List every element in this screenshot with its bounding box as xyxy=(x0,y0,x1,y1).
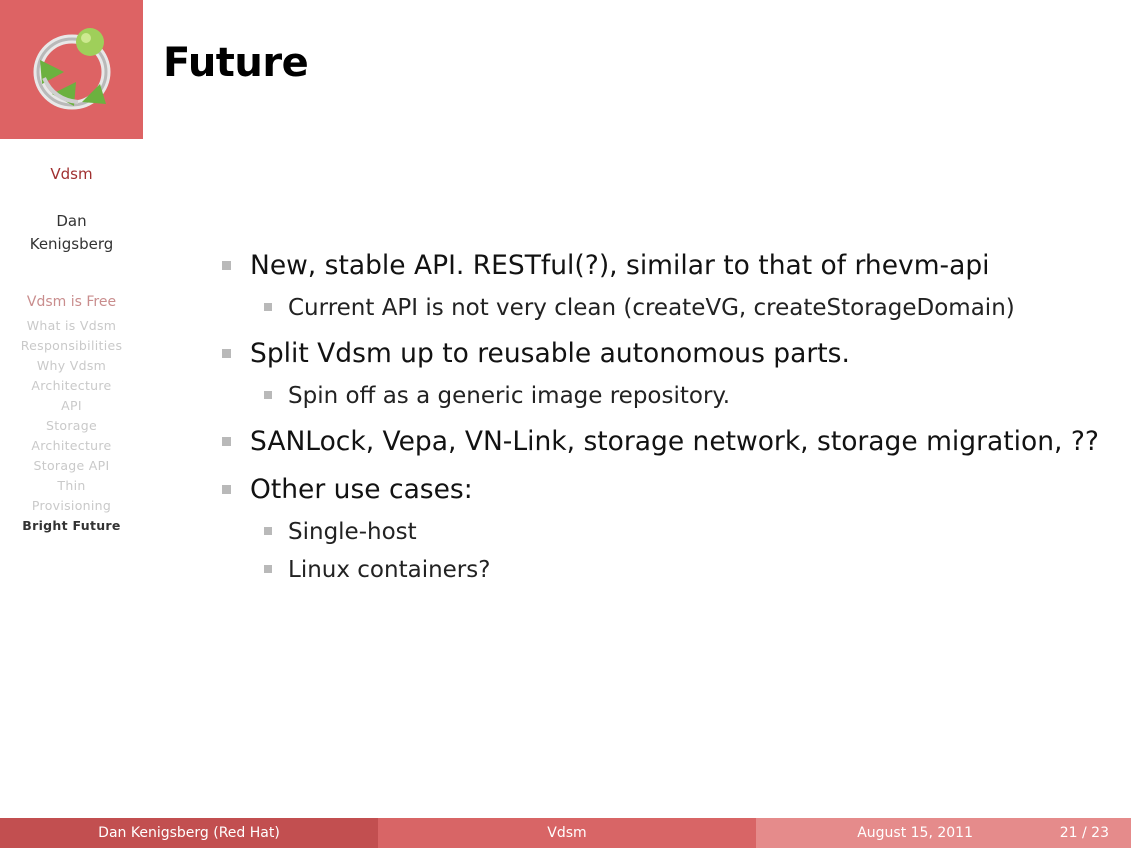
square-bullet-icon xyxy=(264,391,272,399)
bullet-list xyxy=(218,245,1111,595)
bullet-group xyxy=(218,421,1111,463)
sidebar-author-line: Kenigsberg xyxy=(29,235,114,253)
bullet-level2 xyxy=(218,377,1111,415)
bullet-level2 xyxy=(218,513,1111,551)
table-of-contents xyxy=(0,292,143,536)
toc-item-bright-future[interactable]: Bright Future xyxy=(22,518,121,533)
bullet-level2 xyxy=(218,289,1111,327)
bullet-group xyxy=(218,245,1111,327)
toc-item-thin[interactable]: Thin xyxy=(57,478,86,493)
bullet-level1-text: SANLock, Vepa, VN-Link, storage network, storage migration, ?? xyxy=(250,426,1099,457)
sub-bullet-list xyxy=(218,377,1111,415)
square-bullet-icon xyxy=(264,303,272,311)
toc-item-what-is-vdsm[interactable]: What is Vdsm xyxy=(26,318,117,333)
bullet-level1 xyxy=(218,421,1111,463)
slide-content xyxy=(143,0,1131,818)
footer-title: Vdsm xyxy=(378,818,756,848)
sidebar-title: Vdsm xyxy=(50,165,93,183)
square-bullet-icon xyxy=(222,349,231,358)
toc-item-architecture[interactable]: Architecture xyxy=(31,378,112,393)
bullet-level2-text: Single-host xyxy=(288,519,417,545)
sub-bullet-list xyxy=(218,513,1111,589)
square-bullet-icon xyxy=(222,261,231,270)
toc-item-why-vdsm[interactable]: Why Vdsm xyxy=(36,358,107,373)
toc-item-storage-architecture[interactable]: Architecture xyxy=(31,438,112,453)
footer-author: Dan Kenigsberg (Red Hat) xyxy=(0,818,378,848)
bullet-level1-text: Other use cases: xyxy=(250,474,473,505)
toc-item-api[interactable]: API xyxy=(61,398,82,413)
toc-item-storage-api[interactable]: Storage API xyxy=(33,458,110,473)
footer-date: August 15, 2011 xyxy=(756,818,999,848)
square-bullet-icon xyxy=(222,485,231,494)
page-title: Future xyxy=(163,40,309,86)
bullet-level2-text: Current API is not very clean (createVG, createStorageDomain) xyxy=(288,295,1015,321)
bullet-level2-text: Linux containers? xyxy=(288,557,491,583)
footer xyxy=(0,818,1131,848)
square-bullet-icon xyxy=(264,527,272,535)
sidebar xyxy=(0,0,143,818)
bullet-level1 xyxy=(218,333,1111,375)
sub-bullet-list xyxy=(218,289,1111,327)
toc-item-responsibilities[interactable]: Responsibilities xyxy=(20,338,123,353)
bullet-level1 xyxy=(218,469,1111,511)
vdsm-logo-icon xyxy=(22,20,122,120)
bullet-level1-text: Split Vdsm up to reusable autonomous parts. xyxy=(250,338,850,369)
logo-box xyxy=(0,0,143,139)
bullet-group xyxy=(218,469,1111,589)
footer-page-number: 21 / 23 xyxy=(999,818,1131,848)
toc-section-vdsm-is-free[interactable]: Vdsm is Free xyxy=(26,294,117,310)
bullet-level2 xyxy=(218,551,1111,589)
toc-item-storage[interactable]: Storage xyxy=(45,418,97,433)
square-bullet-icon xyxy=(264,565,272,573)
bullet-level1 xyxy=(218,245,1111,287)
toc-item-provisioning[interactable]: Provisioning xyxy=(31,498,112,513)
bullet-group xyxy=(218,333,1111,415)
square-bullet-icon xyxy=(222,437,231,446)
sidebar-author-line: Dan xyxy=(56,212,87,230)
bullet-level2-text: Spin off as a generic image repository. xyxy=(288,383,731,409)
bullet-level1-text: New, stable API. RESTful(?), similar to that of rhevm-api xyxy=(250,250,990,281)
sidebar-author xyxy=(0,210,143,256)
